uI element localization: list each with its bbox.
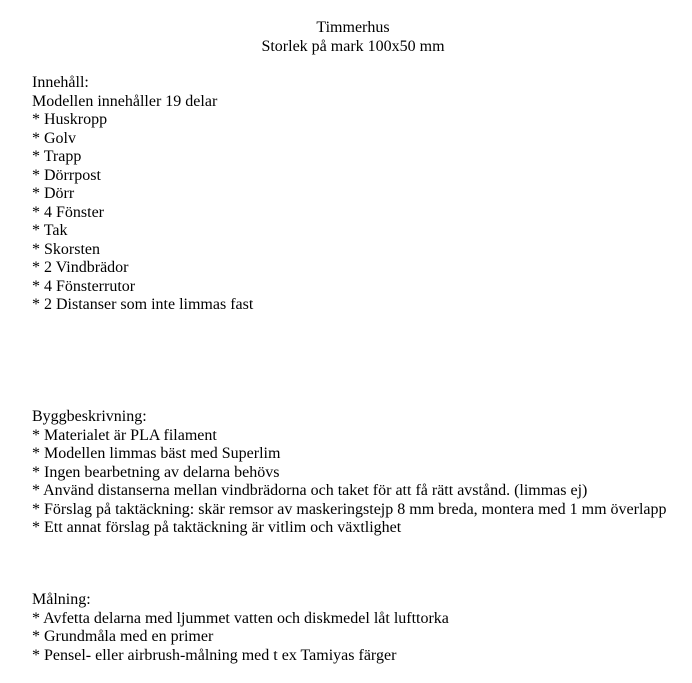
section-innehall (32, 74, 690, 315)
list-item: * Avfetta delarna med ljummet vatten och diskmedel låt lufttorka (32, 609, 449, 627)
document-subtitle: Storlek på mark 100x50 mm (261, 37, 445, 55)
list-item: * Tak (32, 222, 68, 239)
list-item: * Golv (32, 129, 76, 147)
section-heading: Byggbeskrivning: (32, 408, 147, 425)
list-item: * Modellen limmas bäst med Superlim (32, 445, 281, 462)
section-intro-line: Modellen innehåller 19 delar (32, 92, 218, 110)
list-item: * Ingen bearbetning av delarna behövs (32, 463, 280, 481)
list-item: * Förslag på taktäckning: skär remsor av maskeringstejp 8 mm breda, montera med 1 mm överlapp (32, 500, 667, 518)
list-item: * Materialet är PLA filament (32, 426, 217, 444)
section-heading: Målning: (32, 591, 91, 608)
list-item: * Grundmåla med en primer (32, 628, 214, 645)
list-item: * Dörr (32, 185, 75, 202)
list-item: * Ett annat förslag på taktäckning är vitlim och växtlighet (32, 519, 402, 536)
list-item: * 2 Distanser som inte limmas fast (32, 296, 254, 313)
list-item: * Skorsten (32, 240, 100, 258)
list-item: * Trapp (32, 148, 82, 165)
section-heading: Innehåll: (32, 74, 89, 91)
list-item: * 4 Fönsterrutor (32, 277, 136, 295)
section-malning (32, 591, 690, 665)
list-item: * Pensel- eller airbrush-målning med t ex Tamiyas färger (32, 646, 397, 664)
list-item: * Använd distanserna mellan vindbrädorna och taket för att få rätt avstånd. (limmas ej) (32, 482, 588, 499)
document-header (14, 19, 692, 56)
section-byggbeskrivning (32, 408, 690, 538)
list-item: * Dörrpost (32, 166, 101, 184)
document-title: Timmerhus (316, 19, 390, 36)
list-item: * 4 Fönster (32, 203, 104, 221)
list-item: * Huskropp (32, 111, 108, 128)
list-item: * 2 Vindbrädor (32, 259, 129, 276)
